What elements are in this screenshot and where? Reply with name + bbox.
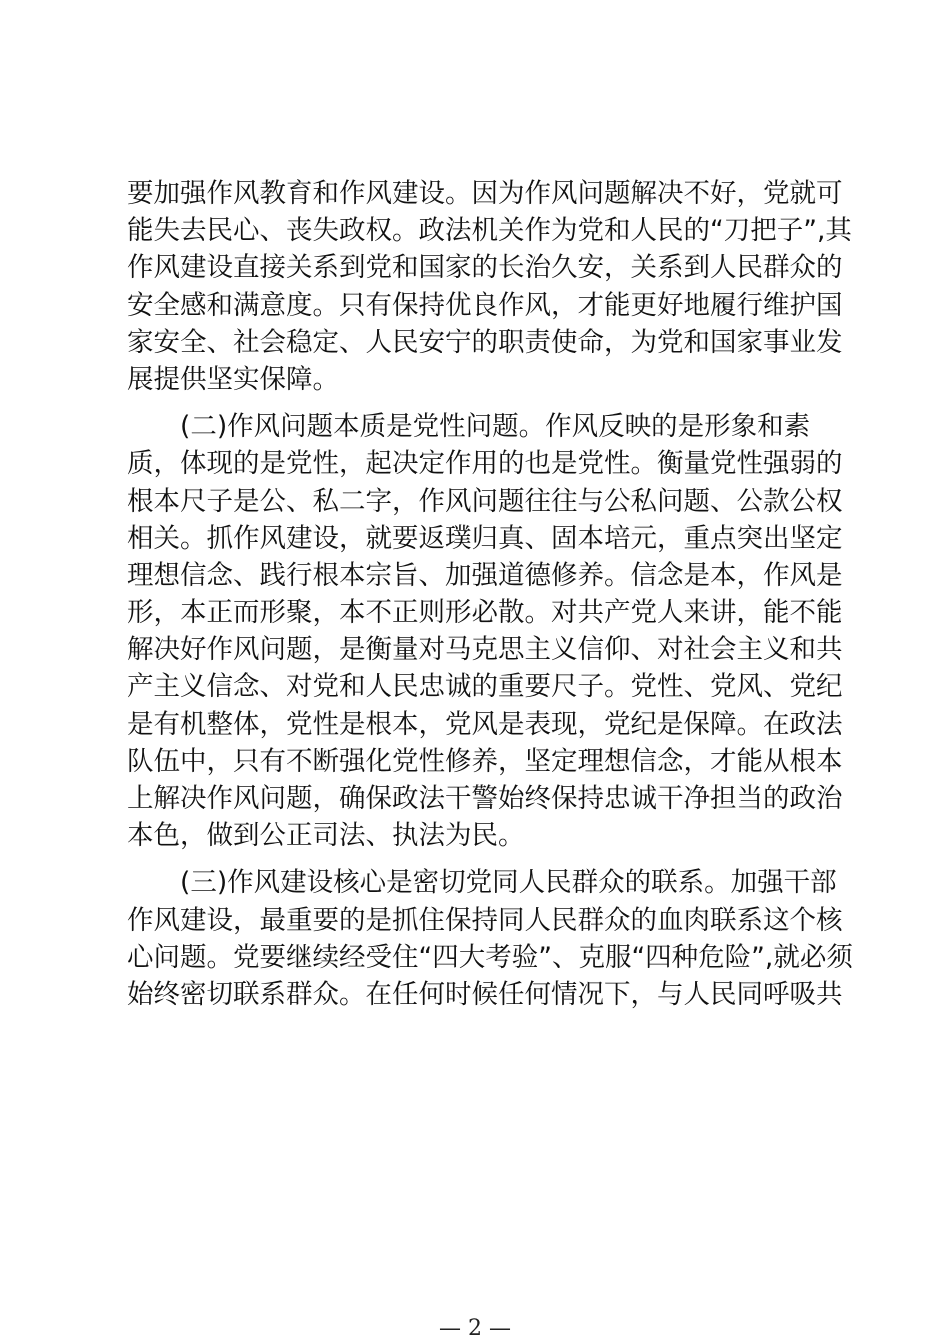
text-line: 安全感和满意度。只有保持优良作风，才能更好地履行维护国 [127,289,843,321]
text-line: 理想信念、践行根本宗旨、加强道德修养。信念是本，作风是 [127,559,843,591]
text-line: 相关。抓作风建设，就要返璞归真、固本培元，重点突出坚定 [127,522,843,554]
text-line: 产主义信念、对党和人民忠诚的重要尺子。党性、党风、党纪 [127,671,843,703]
text-line: 家安全、社会稳定、人民安宁的职责使命，为党和国家事业发 [127,326,843,358]
text-line: 要加强作风教育和作风建设。因为作风问题解决不好，党就可 [127,178,843,209]
paragraph-gap [127,854,827,864]
text-line: 始终密切联系群众。在任何时候任何情况下，与人民同呼吸共 [127,978,843,1010]
text-line: 本色，做到公正司法、执法为民。 [127,820,525,852]
text-line: 作风建设，最重要的是抓住保持同人民群众的血肉联系这个核 [127,904,843,936]
text-line: 作风建设直接关系到党和国家的长治久安，关系到人民群众的 [127,252,843,284]
paragraph-gap [127,398,827,408]
text-line: 形，本正而形聚，本不正则形必散。对共产党人来讲，能不能 [127,597,843,629]
text-line: 上解决作风问题，确保政法干警始终保持忠诚干净担当的政治 [127,783,843,814]
paragraph-heading-line: (三)作风建设核心是密切党同人民群众的联系。加强干部 [180,867,837,899]
paragraph-heading-line: (二)作风问题本质是党性问题。作风反映的是形象和素 [180,411,811,443]
text-line: 根本尺子是公、私二字，作风问题往往与公私问题、公款公权 [127,485,843,517]
text-line: 质，体现的是党性，起决定作用的也是党性。衡量党性强弱的 [127,448,843,480]
page-number: — 2 — [439,1316,511,1341]
text-line: 展提供坚实保障。 [127,363,339,395]
text-line: 能失去民心、丧失政权。政法机关作为党和人民的“刀把子”,其 [127,215,852,247]
text-line: 解决好作风问题，是衡量对马克思主义信仰、对社会主义和共 [127,634,843,666]
text-line: 队伍中，只有不断强化党性修养，坚定理想信念，才能从根本 [127,745,843,777]
text-line: 是有机整体，党性是根本，党风是表现，党纪是保障。在政法 [127,708,843,740]
body-text [127,175,853,1013]
text-line: 心问题。党要继续经受住“四大考验”、克服“四种危险”,就必须 [127,941,853,973]
